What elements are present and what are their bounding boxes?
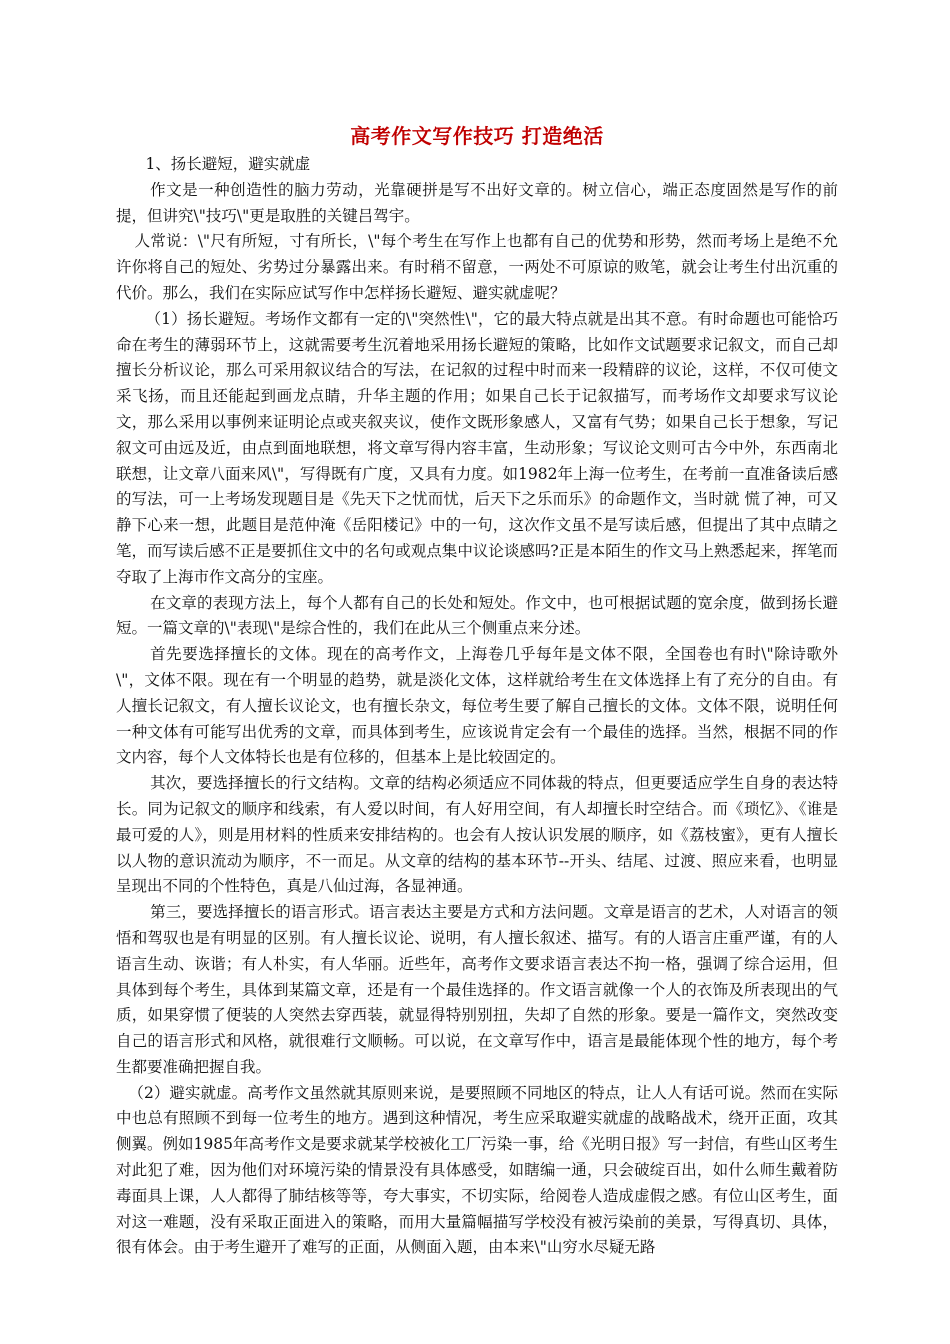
paragraph-point-2: （2）避实就虚。高考作文虽然就其原则来说，是要照顾不同地区的特点，让人人有话可说。然而在实际中也总有照顾不到每一位考生的地方。遇到这种情况，考生应采取避实就虚的战略战术，绕开正面，攻其侧翼。例如1985年高考作文是要求就某学校被化工厂污染一事，给《光明日报》写一封信，有些山区考生对此犯了难，因为他们对环境污染的情景没有具体感受，如瞎编一通，只会破绽百出，如什么师生戴着防毒面具上课，人人都得了肺结核等等，夸大事实，不切实际，给阅卷人造成虚假之感。有位山区考生，面对这一难题，没有采取正面进入的策略，而用大量篇幅描写学校没有被污染前的美景，写得真切、具体，很有体会。由于考生避开了难写的正面，从侧面入题，由本来\"山穷水尽疑无路 xyxy=(116,1083,838,1257)
section-heading: 1、扬长避短，避实就虚 xyxy=(145,155,311,173)
document-title: 高考作文写作技巧 打造绝活 xyxy=(350,124,604,148)
paragraph-structure: 其次，要选择擅长的行文结构。文章的结构必须适应不同体裁的特点，但更要适应学生自身的表达特长。同为记叙文的顺序和线索，有人爱以时间，有人好用空间，有人却擅长时空结合。而《琐忆》、《谁是最可爱的人》，则是用材料的性质来安排结构的。也会有人按认识发展的顺序，如《荔枝蜜》，更有人擅长以人物的意识流动为顺序，不一而足。从文章的结构的基本环节--开头、结尾、过渡、照应来看，也明显呈现出不同的个性特色，真是八仙过海，各显神通。 xyxy=(116,774,838,896)
paragraph-language: 第三，要选择擅长的语言形式。语言表达主要是方式和方法问题。文章是语言的艺术，人对语言的领悟和驾驭也是有明显的区别。有人擅长议论、说明，有人擅长叙述、描写。有的人语言庄重严谨，有的人语言生动、诙谐；有人朴实，有人华丽。近些年，高考作文要求语言表达不拘一格，强调了综合运用，但具体到每个考生，具体到某篇文章，还是有一个最佳选择的。作文语言就像一个人的衣饰及所表现出的气质，如果穿惯了便装的人突然去穿西装，就显得特别别扭，失却了自然的形象。要是一篇作文，突然改变自己的语言形式和风格，就很难行文顺畅。可以说，在文章写作中，语言是最能体现个性的地方，每个考生都要准确把握自我。 xyxy=(116,903,838,1076)
paragraph-point-1: （1）扬长避短。考场作文都有一定的\"突然性\"，它的最大特点就是出其不意。有时命题也可能恰巧命在考生的薄弱环节上，这就需要考生沉着地采用扬长避短的策略，比如作文试题要求记叙文，而自己却擅长分析议论，那么可采用叙议结合的写法，在记叙的过程中时而来一段精辟的议论，这样，不仅可使文采飞扬，而且还能起到画龙点睛，升华主题的作用；如果自己长于记叙描写，而考场作文却要求写议论文，那么采用以事例来证明论点或夹叙夹议，使作文既形象感人，又富有气势；如果自己长于想象，写记叙文可由远及近，由点到面地联想，将文章写得内容丰富，生动形象；写议论文则可古今中外，东西南北联想，让文章八面来风\"，写得既有广度，又具有力度。如1982年上海一位考生，在考前一直准备读后感的写法，可一上考场发现题目是《先天下之忧而忧，后天下之乐而乐》的命题作文，当时就 慌了神，可又静下心来一想，此题目是范仲淹《岳阳楼记》中的一句，这次作文虽不是写读后感，但提出了其中点睛之笔，而写读后感不正是要抓住文中的名句或观点集中议论谈感吗?正是本陌生的作文马上熟悉起来，挥笔而夺取了上海市作文高分的宝座。 xyxy=(116,309,838,586)
paragraph-expression: 在文章的表现方法上，每个人都有自己的长处和短处。作文中，也可根据试题的宽余度，做到扬长避短。一篇文章的\"表现\"是综合性的，我们在此从三个侧重点来分述。 xyxy=(116,593,838,638)
paragraph-intro: 作文是一种创造性的脑力劳动，光靠硬拼是写不出好文章的。树立信心，端正态度固然是写作的前提，但讲究\"技巧\"更是取胜的关键吕驾宇。 xyxy=(116,180,838,225)
paragraph-genre: 首先要选择擅长的文体。现在的高考作文，上海卷几乎每年是文体不限，全国卷也有时\"除诗歌外\"，文体不限。现在有一个明显的趋势，就是淡化文体，这样就给考生在文体选择上有了充分的自由。有人擅长记叙文，有人擅长议论文，也有擅长杂文，每位考生要了解自己擅长的文体。文体不限，说明任何一种文体有可能写出优秀的文章，而具体到考生，应该说肯定会有一个最佳的选择。当然，根据不同的作文内容，每个人文体特长也是有位移的，但基本上是比较固定的。 xyxy=(116,645,838,767)
document-body xyxy=(116,122,838,1261)
paragraph-saying: 人常说：\"尺有所短，寸有所长，\"每个考生在写作上也都有自己的优势和形势，然而考场上是绝不允许你将自己的短处、劣势过分暴露出来。有时稍不留意，一两处不可原谅的败笔，就会让考生付出沉重的代价。那么，我们在实际应试写作中怎样扬长避短、避实就虚呢？ xyxy=(116,232,838,302)
